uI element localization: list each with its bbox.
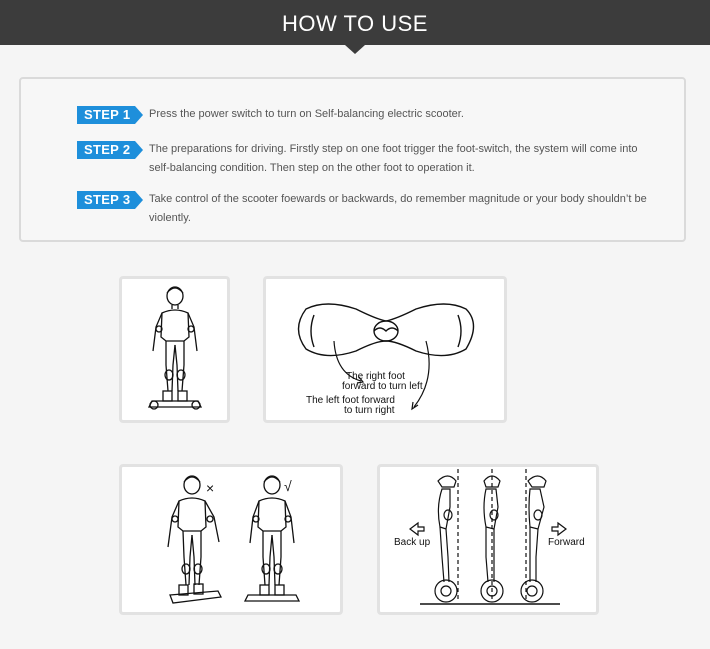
turning-panel: [263, 276, 507, 423]
standing-rider-illustration: [122, 279, 227, 420]
standing-rider-panel: [119, 276, 230, 423]
step-1-badge: STEP 1: [77, 106, 135, 124]
steps-box: [19, 77, 686, 242]
page-title: HOW TO USE: [282, 11, 428, 36]
step-2-text: The preparations for driving. Firstly step on one foot trigger the foot-switch, the system will come into self-balancing condition. Then step on the other foot to operation it.: [149, 143, 638, 174]
direction-panel: [377, 464, 599, 615]
posture-panel: [119, 464, 343, 615]
step-3-badge: STEP 3: [77, 191, 135, 209]
left-foot-label-1: The left foot forward: [306, 395, 395, 406]
step-3-text: Take control of the scooter foewards or backwards, do remember magnitude or your body shouldn’t be violently.: [149, 193, 647, 224]
wrong-mark: ×: [206, 480, 215, 496]
right-foot-label-2: forward to turn left: [342, 381, 423, 392]
left-foot-label-2: to turn right: [344, 405, 395, 416]
header-notch: [345, 45, 365, 54]
header-bar: [0, 0, 710, 45]
direction-illustration: [380, 467, 596, 612]
back-up-label: Back up: [394, 537, 431, 548]
right-mark: √: [284, 478, 292, 494]
right-foot-label-1: The right foot: [346, 371, 405, 382]
posture-illustration: [122, 467, 340, 612]
step-1-text: Press the power switch to turn on Self-balancing electric scooter.: [149, 108, 464, 120]
step-2-badge: STEP 2: [77, 141, 135, 159]
turning-illustration: [266, 279, 504, 420]
forward-label: Forward: [548, 537, 585, 548]
